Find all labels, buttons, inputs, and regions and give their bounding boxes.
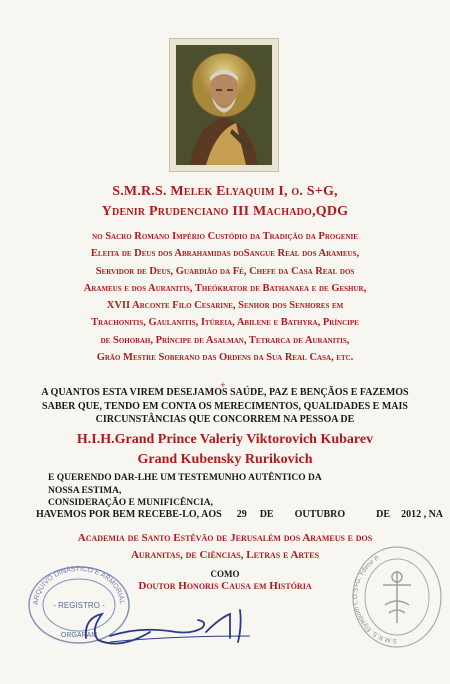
receive-month: OUTUBRO [294, 509, 346, 520]
titles-line-3: Servidor de Deus, Guardião da Fé, Chefe da Casa Real dos [95, 265, 355, 277]
receive-text: HAVEMOS POR BEM RECEBE-LO, AOS [36, 509, 222, 520]
receive-de-1: DE [259, 509, 274, 520]
honoree-name [0, 430, 450, 470]
titles-line-8: Grão Mestre Soberano das Ordens da Sua Real Casa, etc. [96, 352, 354, 364]
preamble-line-1: A QUANTOS ESTA VIREM DESEJAMOS SAÚDE, PAZ E BENÇÃOS E FAZEMOS [41, 387, 409, 398]
titles-line-2: Eleita de Deus dos Abrahamidas doSangue Real dos Arameus, [90, 248, 360, 260]
title-line-2: Ydenir Prudenciano III Machado,QDG [101, 204, 349, 219]
cross-mark: + [220, 381, 226, 389]
honoree-line-1: H.I.H.Grand Prince Valeriy Viktorovich Kubarev [76, 432, 374, 447]
como-label: COMO [210, 569, 240, 579]
honoree-line-2: Grand Kubensky Rurikovich [137, 452, 313, 467]
desire-line-1: E QUERENDO DAR-LHE UM TESTEMUNHO AUTÊNTICO DA NOSSA ESTIMA, [48, 473, 322, 496]
stamp-left-center: - REGISTRO - [53, 601, 105, 610]
saint-portrait [169, 38, 279, 172]
titles-paragraph [18, 228, 432, 366]
titles-line-4: Arameus e dos Auranitis, Theókrator de Bathanaea e de Geshur, [83, 282, 367, 294]
receive-year: 2012 [401, 509, 422, 520]
receive-date-line [36, 509, 444, 520]
stamp-left-bottom: ORGARAM [60, 632, 98, 639]
title-block [0, 182, 450, 222]
preamble-line-2: SABER QUE, TENDO EM CONTA OS MERECIMENTOS, QUALIDADES E MAIS [42, 400, 408, 412]
titles-line-1: no Sacro Romano Império Custódio da Tradição da Progenie [92, 231, 358, 242]
stamp-left-ring-text: ARQUIVO DINÁSTICO E ARMORIAL [32, 565, 126, 606]
preamble [18, 386, 432, 427]
academy-line-2: Auranitas, de Ciências, Letras e Artes [130, 549, 320, 561]
seal-emblem-icon [383, 571, 411, 623]
title-line-1: S.M.R.S. Melek Elyaquim I, o. S+G, [112, 184, 338, 199]
desire-line-2: CONSIDERAÇÃO E MUNIFICÊNCIA, [48, 498, 213, 508]
portrait-image [176, 45, 272, 165]
academy-line-1: Academia de Santo Estêvão de Jerusalém dos Arameus e dos [77, 532, 373, 544]
receive-de-2: DE [376, 509, 391, 520]
stamp-right-ring-text: S.M.R.S. Elyaquim I, O.S+G, Ydenir P. [352, 554, 398, 645]
degree-title: Doutor Honoris Causa em História [138, 580, 312, 592]
titles-line-6: Trachonitis, Gaulanitis, Itúreia, Abilene e Bathyra, Príncipe [91, 317, 359, 329]
preamble-line-3: CIRCUNSTÂNCIAS QUE CONCORREM NA PESSOA DE [95, 414, 355, 425]
receive-day: 29 [236, 509, 247, 520]
titles-line-7: de Sohobah, Príncipe de Asalman, Tetrarca de Auranitis, [100, 334, 350, 346]
titles-line-5: XVII Arconte Filo Cesarine, Senhor dos Senhores em [106, 300, 344, 312]
receive-na: , NA [423, 509, 444, 520]
signature [80, 592, 270, 652]
desire-text [48, 472, 348, 510]
royal-seal [351, 543, 443, 651]
svg-text:S.M.R.S. Elyaquim I, O.S+G, Yd [352, 554, 397, 644]
